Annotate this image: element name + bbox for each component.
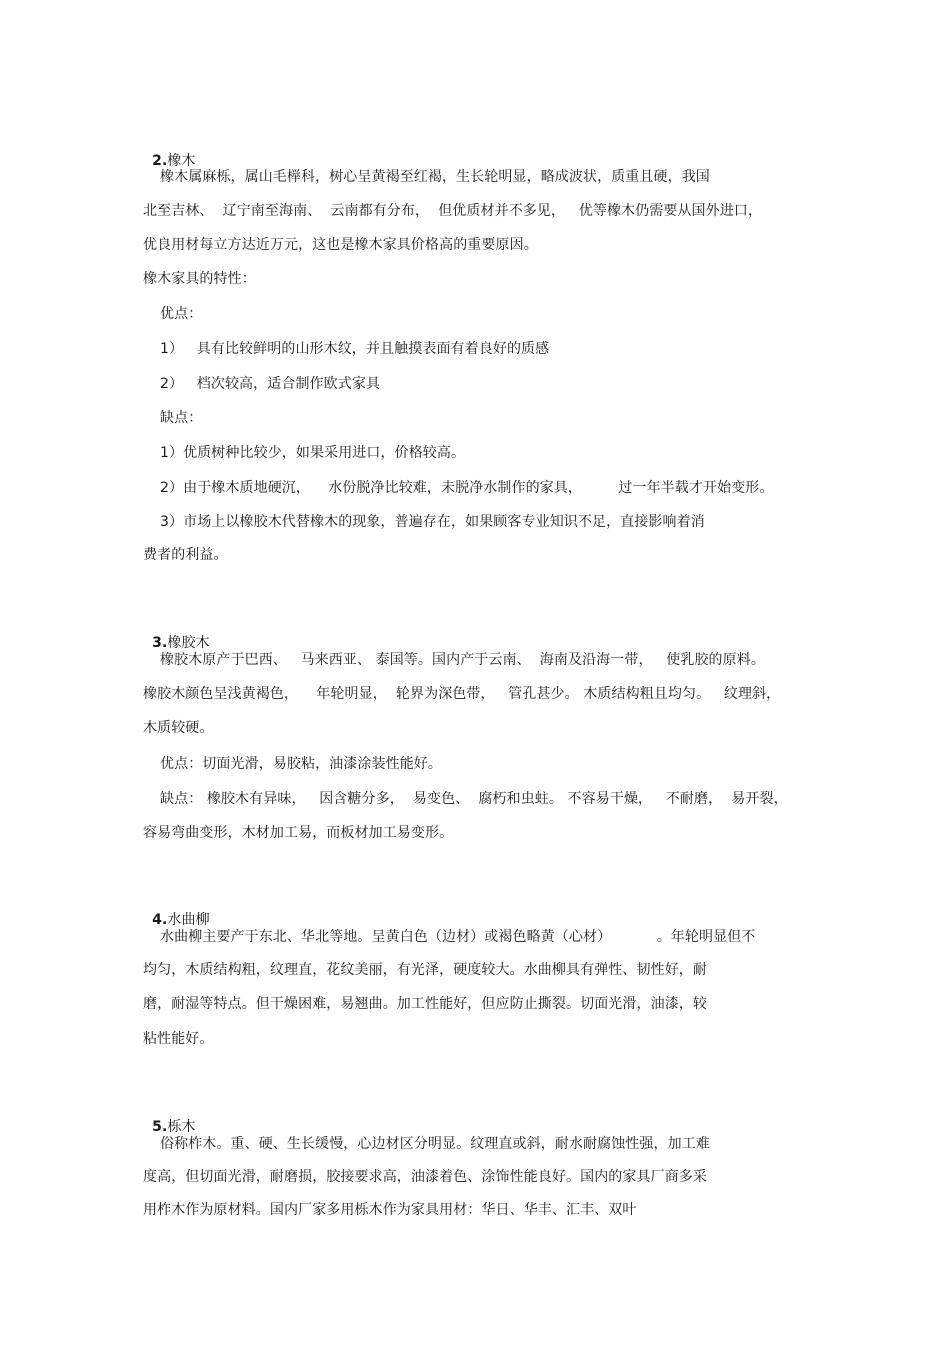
paragraph-line: 北至吉林、 辽宁南至海南、 云南都有分布， 但优质材并不多见， 优等橡木仍需要从国外进口， — [143, 203, 763, 219]
section-heading-rubberwood — [143, 616, 210, 652]
section-number: 4. — [152, 912, 168, 928]
section-number: 5. — [152, 1119, 168, 1135]
paragraph-line: 缺点： 橡胶木有异味， 因含糖分多， 易变色、 腐朽和虫蛀。 不容易干燥， 不耐磨， 易开裂， — [160, 791, 788, 807]
paragraph-line: 橡木家具的特性： — [143, 271, 256, 287]
paragraph-line: 均匀，木质结构粗，纹理直，花纹美丽，有光泽，硬度较大。水曲柳具有弹性、韧性好，耐 — [143, 962, 707, 978]
paragraph-line: 用柞木作为原材料。国内厂家多用栎木作为家具用材：华日、华丰、汇丰、双叶 — [143, 1202, 637, 1218]
section-title: 橡木 — [167, 153, 196, 169]
list-item: 1）优质树种比较少，如果采用进口，价格较高。 — [160, 445, 466, 461]
list-item: 2）由于橡木质地硬沉， 水份脱净比较难，未脱净水制作的家具， 过一年半载才开始变形。 — [160, 480, 774, 496]
section-heading-oak — [143, 134, 196, 170]
paragraph-line: 木质较硬。 — [143, 720, 214, 736]
list-item: 3）市场上以橡胶木代替橡木的现象，普遍存在，如果顾客专业知识不足，直接影响着消 — [160, 514, 705, 530]
list-item: 1） 具有比较鲜明的山形木纹，并且触摸表面有着良好的质感 — [160, 341, 550, 357]
section-title: 栎木 — [167, 1119, 196, 1135]
paragraph-line: 橡木属麻栎，属山毛榉科，树心呈黄褐至红褐，生长轮明显，略成波状，质重且硬，我国 — [160, 169, 710, 185]
paragraph-line: 橡胶木原产于巴西、 马来西亚、 泰国等。国内产于云南、 海南及沿海一带， 使乳胶的原料。 — [160, 652, 765, 668]
section-number: 2. — [152, 153, 168, 169]
section-title: 橡胶木 — [167, 635, 210, 651]
paragraph-line: 优点：切面光滑，易胶粘，油漆涂装性能好。 — [160, 756, 442, 772]
paragraph-line: 度高，但切面光滑，耐磨损，胶接要求高，油漆着色、涂饰性能良好。国内的家具厂商多采 — [143, 1169, 707, 1185]
section-number: 3. — [152, 635, 168, 651]
paragraph-line: 费者的利益。 — [143, 547, 228, 563]
paragraph-line: 优点： — [160, 306, 203, 322]
section-title: 水曲柳 — [167, 912, 210, 928]
paragraph-line: 优良用材每立方达近万元，这也是橡木家具价格高的重要原因。 — [143, 237, 538, 253]
paragraph-line: 俗称柞木。重、硬、生长缓慢，心边材区分明显。纹理直或斜，耐水耐腐蚀性强，加工难 — [160, 1136, 710, 1152]
paragraph-line: 磨，耐湿等特点。但干燥困难，易翘曲。加工性能好，但应防止撕裂。切面光滑，油漆，较 — [143, 996, 707, 1012]
section-heading-oak-quercus — [143, 1100, 196, 1136]
paragraph-line: 橡胶木颜色呈浅黄褐色， 年轮明显， 轮界为深色带， 管孔甚少。 木质结构粗且均匀。 纹理斜， — [143, 686, 781, 702]
paragraph-line: 粘性能好。 — [143, 1031, 214, 1047]
list-item: 2） 档次较高，适合制作欧式家具 — [160, 376, 381, 392]
paragraph-line: 容易弯曲变形，木材加工易，而板材加工易变形。 — [143, 825, 454, 841]
paragraph-line: 水曲柳主要产于东北、华北等地。呈黄白色（边材）或褐色略黄（心材） 。年轮明显但不 — [160, 929, 756, 945]
paragraph-line: 缺点： — [160, 410, 203, 426]
section-heading-ash — [143, 893, 210, 929]
